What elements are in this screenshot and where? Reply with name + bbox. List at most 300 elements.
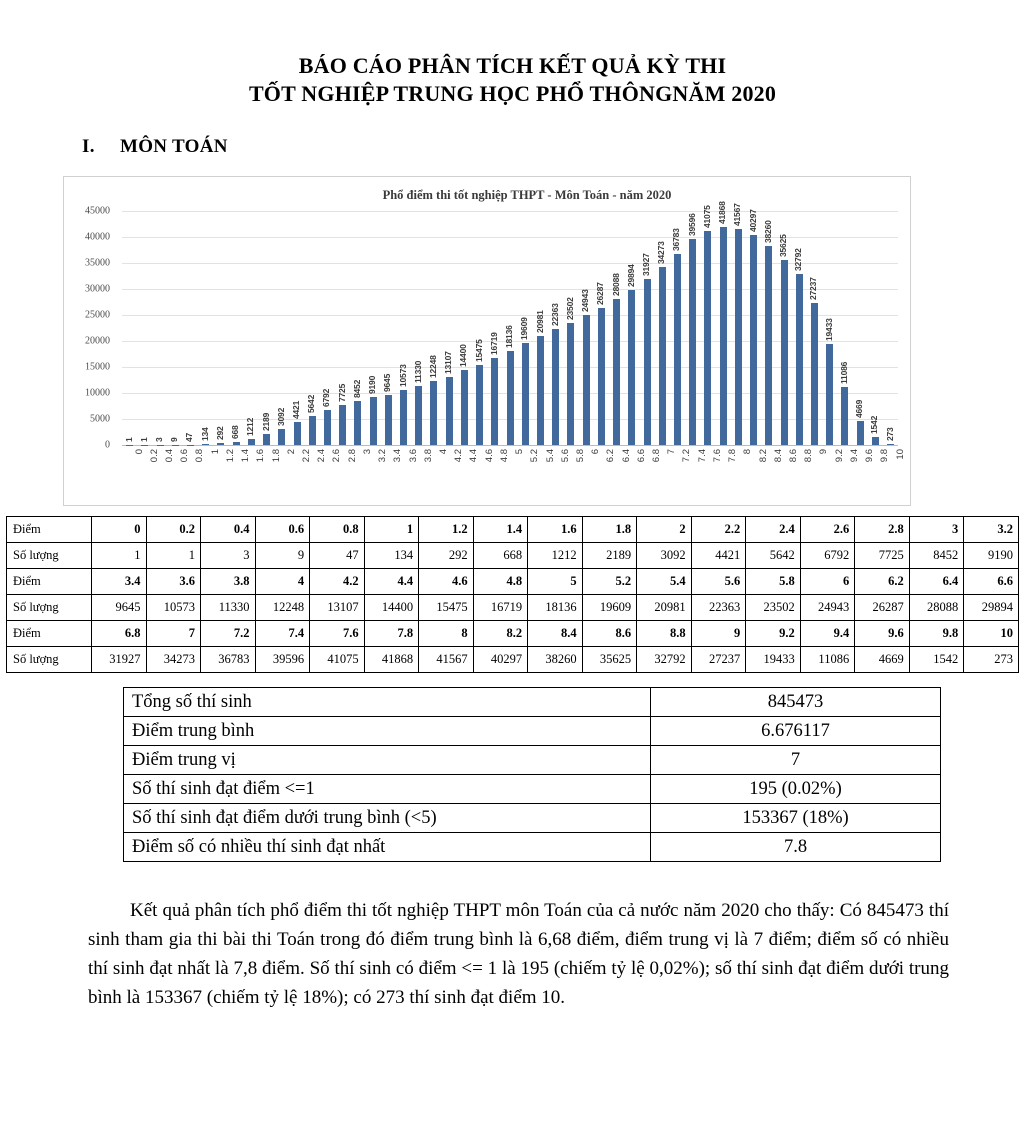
count-cell: 5642 <box>746 543 801 569</box>
chart-x-tick-column <box>457 447 472 499</box>
chart-x-tick-column <box>487 447 502 499</box>
count-cell: 9 <box>255 543 310 569</box>
chart-bar-column <box>594 211 609 445</box>
chart-x-tick-column <box>411 447 426 499</box>
chart-bar <box>415 386 422 445</box>
chart-bar-value-label: 40297 <box>748 210 758 233</box>
chart-bar-column <box>776 211 791 445</box>
chart-bar-column <box>152 211 167 445</box>
chart-x-tick: 5.4 <box>545 449 556 462</box>
score-cell: 1.6 <box>528 517 583 543</box>
score-cell: 5.6 <box>691 569 746 595</box>
chart-x-tick: 5.2 <box>529 449 540 462</box>
chart-bar-value-label: 6792 <box>321 389 331 407</box>
row-header-score: Điểm <box>7 621 92 647</box>
chart-bar-column <box>411 211 426 445</box>
chart-bar-value-label: 3 <box>154 437 164 442</box>
summary-value: 845473 <box>651 688 941 717</box>
chart-bar-column <box>183 211 198 445</box>
summary-value: 195 (0.02%) <box>651 775 941 804</box>
chart-bar <box>887 444 894 445</box>
chart-bar-column <box>579 211 594 445</box>
count-cell: 41567 <box>419 647 474 673</box>
chart-bar-value-label: 18136 <box>504 325 514 348</box>
score-cell: 0.4 <box>201 517 256 543</box>
chart-y-tick: 5000 <box>90 414 110 425</box>
chart-bar-value-label: 23502 <box>565 297 575 320</box>
chart-bar-column <box>289 211 304 445</box>
summary-label: Số thí sinh đạt điểm <=1 <box>124 775 651 804</box>
chart-y-tick: 40000 <box>85 232 110 243</box>
chart-bar-value-label: 36783 <box>671 228 681 251</box>
chart-bar <box>430 381 437 445</box>
table-row <box>7 647 1019 673</box>
chart-bar-value-label: 11086 <box>839 362 849 384</box>
chart-y-tick: 25000 <box>85 310 110 321</box>
score-cell: 6.4 <box>909 569 964 595</box>
chart-x-tick-column <box>670 447 685 499</box>
summary-label: Điểm trung vị <box>124 746 651 775</box>
count-cell: 11330 <box>201 595 256 621</box>
chart-bar <box>765 246 772 445</box>
score-cell: 5 <box>528 569 583 595</box>
chart-x-tick: 6 <box>590 449 601 454</box>
chart-bar-column <box>381 211 396 445</box>
chart-bar-value-label: 15475 <box>474 339 484 362</box>
chart-bar-column <box>335 211 350 445</box>
chart-bar <box>552 329 559 445</box>
chart-x-tick: 9.4 <box>849 449 860 462</box>
chart-bar-value-label: 27237 <box>808 278 818 301</box>
chart-bar <box>324 410 331 445</box>
count-cell: 31927 <box>92 647 147 673</box>
table-row <box>7 543 1019 569</box>
chart-bar-value-label: 5642 <box>306 395 316 413</box>
chart-gridline <box>122 445 898 446</box>
chart-x-tick-column <box>700 447 715 499</box>
summary-label: Tổng số thí sinh <box>124 688 651 717</box>
document-title <box>0 52 1025 108</box>
chart-x-tick: 0.8 <box>194 449 205 462</box>
chart-x-tick: 4.4 <box>468 449 479 462</box>
chart-x-tick: 1.8 <box>271 449 282 462</box>
chart-bar <box>811 303 818 445</box>
chart-bar-column <box>731 211 746 445</box>
chart-bar-column <box>685 211 700 445</box>
chart-x-tick: 9.2 <box>834 449 845 462</box>
chart-bar-value-label: 7725 <box>337 384 347 402</box>
summary-row <box>124 833 941 862</box>
chart-x-tick-column <box>213 447 228 499</box>
chart-bar-column <box>198 211 213 445</box>
score-cell: 2 <box>637 517 692 543</box>
score-cell: 1.2 <box>419 517 474 543</box>
chart-bar-column <box>168 211 183 445</box>
chart-bar <box>233 442 240 445</box>
chart-x-tick-column <box>822 447 837 499</box>
chart-y-tick: 0 <box>105 440 110 451</box>
section-title: MÔN TOÁN <box>120 136 228 157</box>
chart-x-tick-column <box>305 447 320 499</box>
row-header-score: Điểm <box>7 569 92 595</box>
summary-row <box>124 804 941 833</box>
chart-bar <box>644 279 651 445</box>
count-cell: 3 <box>201 543 256 569</box>
chart-x-tick-column <box>396 447 411 499</box>
chart-bar <box>613 299 620 445</box>
score-cell: 4.4 <box>364 569 419 595</box>
chart-x-tick-column <box>472 447 487 499</box>
chart-bar <box>781 260 788 445</box>
score-cell: 7.8 <box>364 621 419 647</box>
chart-bar-column <box>229 211 244 445</box>
chart-x-tick: 6.2 <box>605 449 616 462</box>
chart-bar-value-label: 41075 <box>702 206 712 229</box>
count-cell: 4669 <box>855 647 910 673</box>
chart-bar-column <box>655 211 670 445</box>
chart-bar <box>872 437 879 445</box>
chart-bar <box>796 274 803 445</box>
score-cell: 8.2 <box>473 621 528 647</box>
score-cell: 4.2 <box>310 569 365 595</box>
chart-bar-value-label: 34273 <box>656 241 666 264</box>
count-cell: 34273 <box>146 647 201 673</box>
chart-x-tick: 4 <box>438 449 449 454</box>
count-cell: 13107 <box>310 595 365 621</box>
chart-x-tick-column <box>168 447 183 499</box>
chart-y-tick: 45000 <box>85 206 110 217</box>
chart-bar <box>689 239 696 445</box>
chart-x-tick-column <box>776 447 791 499</box>
chart-bar-column <box>624 211 639 445</box>
chart-bar-column <box>487 211 502 445</box>
score-cell: 6.8 <box>92 621 147 647</box>
title-line-1: BÁO CÁO PHÂN TÍCH KẾT QUẢ KỲ THI <box>120 52 905 80</box>
table-row <box>7 621 1019 647</box>
chart-bar <box>309 416 316 445</box>
summary-label: Điểm số có nhiều thí sinh đạt nhất <box>124 833 651 862</box>
chart-x-tick-column <box>579 447 594 499</box>
chart-y-axis <box>64 211 116 445</box>
table-row <box>7 595 1019 621</box>
chart-x-tick: 2 <box>286 449 297 454</box>
chart-bar-column <box>274 211 289 445</box>
count-cell: 1542 <box>909 647 964 673</box>
summary-label: Số thí sinh đạt điểm dưới trung bình (<5) <box>124 804 651 833</box>
chart-title: Phổ điểm thi tốt nghiệp THPT - Môn Toán - năm 2020 <box>64 188 910 203</box>
chart-bar-column <box>502 211 517 445</box>
chart-bar-column <box>320 211 335 445</box>
chart-bar-column <box>350 211 365 445</box>
count-cell: 19609 <box>582 595 637 621</box>
score-cell: 0.2 <box>146 517 201 543</box>
chart-bar-value-label: 16719 <box>489 332 499 355</box>
chart-x-tick: 5 <box>514 449 525 454</box>
score-cell: 2.4 <box>746 517 801 543</box>
chart-bar <box>735 229 742 445</box>
count-cell: 23502 <box>746 595 801 621</box>
chart-x-tick-column <box>198 447 213 499</box>
chart-bar-column <box>716 211 731 445</box>
score-count-table <box>6 516 1019 673</box>
chart-bar <box>628 290 635 445</box>
count-cell: 27237 <box>691 647 746 673</box>
chart-x-tick-column <box>152 447 167 499</box>
chart-bar-value-label: 26287 <box>595 283 605 306</box>
score-cell: 4.8 <box>473 569 528 595</box>
chart-x-tick: 6.4 <box>621 449 632 462</box>
summary-value: 153367 (18%) <box>651 804 941 833</box>
score-cell: 8.4 <box>528 621 583 647</box>
chart-x-tick-column <box>868 447 883 499</box>
chart-x-tick-column <box>594 447 609 499</box>
chart-bar <box>476 365 483 445</box>
score-cell: 3.2 <box>964 517 1019 543</box>
score-distribution-chart <box>63 176 911 506</box>
chart-bar <box>461 370 468 445</box>
chart-bar-value-label: 4421 <box>291 401 301 419</box>
summary-section <box>0 687 1025 862</box>
chart-bar-column <box>853 211 868 445</box>
chart-bar <box>354 401 361 445</box>
count-cell: 292 <box>419 543 474 569</box>
chart-bar-column <box>868 211 883 445</box>
chart-bar-column <box>472 211 487 445</box>
score-cell: 9.2 <box>746 621 801 647</box>
score-cell: 9.6 <box>855 621 910 647</box>
chart-x-tick: 4.6 <box>484 449 495 462</box>
chart-x-tick-column <box>320 447 335 499</box>
summary-value: 7.8 <box>651 833 941 862</box>
chart-x-tick-column <box>609 447 624 499</box>
score-cell: 5.2 <box>582 569 637 595</box>
chart-bar-value-label: 11330 <box>413 361 423 383</box>
chart-x-tick: 0.6 <box>179 449 190 462</box>
chart-bar-value-label: 19433 <box>824 318 834 341</box>
chart-bar-value-label: 1 <box>124 437 134 442</box>
chart-bar-column <box>548 211 563 445</box>
count-cell: 2189 <box>582 543 637 569</box>
chart-bar-value-label: 31927 <box>641 253 651 276</box>
chart-bar <box>720 227 727 445</box>
chart-x-tick-column <box>259 447 274 499</box>
chart-bar <box>826 344 833 445</box>
chart-x-tick: 7.2 <box>681 449 692 462</box>
chart-y-tick: 35000 <box>85 258 110 269</box>
chart-bar-value-label: 134 <box>200 428 210 442</box>
chart-bar <box>598 308 605 445</box>
chart-x-tick-column <box>655 447 670 499</box>
count-cell: 24943 <box>800 595 855 621</box>
chart-bar-column <box>533 211 548 445</box>
chart-bar-value-label: 292 <box>215 427 225 441</box>
chart-bar-column <box>639 211 654 445</box>
chart-x-tick: 6.6 <box>636 449 647 462</box>
title-line-2: TỐT NGHIỆP TRUNG HỌC PHỔ THÔNGNĂM 2020 <box>120 80 905 108</box>
score-cell: 0.6 <box>255 517 310 543</box>
chart-bar-value-label: 2189 <box>261 413 271 431</box>
count-cell: 668 <box>473 543 528 569</box>
score-cell: 6.6 <box>964 569 1019 595</box>
chart-bar-value-label: 9190 <box>367 376 377 394</box>
chart-bar-value-label: 14400 <box>458 344 468 367</box>
chart-x-tick: 9.8 <box>879 449 890 462</box>
chart-bar-value-label: 273 <box>885 427 895 441</box>
chart-y-tick: 20000 <box>85 336 110 347</box>
count-cell: 47 <box>310 543 365 569</box>
count-cell: 8452 <box>909 543 964 569</box>
chart-x-tick-column <box>229 447 244 499</box>
chart-x-tick: 3.4 <box>392 449 403 462</box>
count-cell: 9190 <box>964 543 1019 569</box>
chart-bar <box>659 267 666 445</box>
chart-x-tick: 1.6 <box>255 449 266 462</box>
chart-bar-column <box>137 211 152 445</box>
count-cell: 10573 <box>146 595 201 621</box>
chart-x-tick: 1 <box>210 449 221 454</box>
count-cell: 18136 <box>528 595 583 621</box>
count-cell: 1212 <box>528 543 583 569</box>
chart-bar <box>583 315 590 445</box>
count-cell: 134 <box>364 543 419 569</box>
score-cell: 2.8 <box>855 517 910 543</box>
chart-bar-column <box>366 211 381 445</box>
chart-x-tick-column <box>289 447 304 499</box>
chart-x-tick-column <box>426 447 441 499</box>
summary-row <box>124 746 941 775</box>
chart-bar <box>704 231 711 445</box>
chart-bar <box>567 323 574 445</box>
table-row <box>7 569 1019 595</box>
chart-bar <box>446 377 453 445</box>
chart-x-tick-column <box>366 447 381 499</box>
count-cell: 26287 <box>855 595 910 621</box>
chart-bar-column <box>244 211 259 445</box>
score-cell: 3 <box>909 517 964 543</box>
chart-x-tick: 2.8 <box>347 449 358 462</box>
count-cell: 1 <box>92 543 147 569</box>
chart-x-tick-column <box>639 447 654 499</box>
count-cell: 12248 <box>255 595 310 621</box>
chart-bar-value-label: 4669 <box>854 400 864 418</box>
chart-x-tick-column <box>731 447 746 499</box>
chart-x-tick: 8.8 <box>803 449 814 462</box>
chart-x-tick: 9.6 <box>864 449 875 462</box>
count-cell: 36783 <box>201 647 256 673</box>
chart-bar <box>278 429 285 445</box>
chart-x-tick: 1.4 <box>240 449 251 462</box>
chart-bar-value-label: 41868 <box>717 202 727 225</box>
count-cell: 1 <box>146 543 201 569</box>
chart-bar-column <box>426 211 441 445</box>
chart-bar <box>674 254 681 445</box>
chart-bars <box>122 211 898 445</box>
chart-x-tick: 3.8 <box>423 449 434 462</box>
chart-x-tick: 3.2 <box>377 449 388 462</box>
chart-x-tick-column <box>244 447 259 499</box>
section-number: I. <box>82 136 120 158</box>
count-cell: 32792 <box>637 647 692 673</box>
score-cell: 1.8 <box>582 517 637 543</box>
chart-x-tick: 7.8 <box>727 449 738 462</box>
chart-bar <box>248 439 255 445</box>
chart-bar-value-label: 1542 <box>869 416 879 434</box>
chart-x-tick: 7 <box>666 449 677 454</box>
chart-y-tick: 30000 <box>85 283 110 294</box>
chart-bar-value-label: 9645 <box>382 374 392 392</box>
chart-bar-column <box>807 211 822 445</box>
section-heading <box>0 136 1025 158</box>
chart-bar-column <box>259 211 274 445</box>
count-cell: 40297 <box>473 647 528 673</box>
chart-x-tick: 5.6 <box>560 449 571 462</box>
chart-x-tick: 8.4 <box>773 449 784 462</box>
row-header-score: Điểm <box>7 517 92 543</box>
score-cell: 8.6 <box>582 621 637 647</box>
count-cell: 273 <box>964 647 1019 673</box>
chart-bar-value-label: 29894 <box>626 264 636 287</box>
score-cell: 3.6 <box>146 569 201 595</box>
summary-value: 6.676117 <box>651 717 941 746</box>
chart-bar-value-label: 13107 <box>443 351 453 374</box>
score-cell: 6 <box>800 569 855 595</box>
chart-bar <box>750 235 757 445</box>
score-cell: 9 <box>691 621 746 647</box>
summary-row <box>124 775 941 804</box>
chart-bar-value-label: 41567 <box>732 203 742 226</box>
chart-bar-column <box>213 211 228 445</box>
chart-x-axis <box>122 447 898 499</box>
count-cell: 41075 <box>310 647 365 673</box>
chart-x-tick-column <box>853 447 868 499</box>
count-cell: 7725 <box>855 543 910 569</box>
count-cell: 14400 <box>364 595 419 621</box>
chart-x-tick: 3 <box>362 449 373 454</box>
chart-x-tick: 4.2 <box>453 449 464 462</box>
chart-bar <box>537 336 544 445</box>
chart-bar-value-label: 1 <box>139 437 149 442</box>
chart-bar <box>841 387 848 445</box>
chart-y-tick: 15000 <box>85 361 110 372</box>
count-cell: 11086 <box>800 647 855 673</box>
chart-bar <box>202 444 209 445</box>
score-cell: 1 <box>364 517 419 543</box>
chart-x-tick-column <box>624 447 639 499</box>
score-cell: 5.4 <box>637 569 692 595</box>
chart-x-tick: 0.2 <box>149 449 160 462</box>
chart-x-tick: 10 <box>895 449 906 460</box>
chart-bar <box>385 395 392 445</box>
score-cell: 7.6 <box>310 621 365 647</box>
count-cell: 35625 <box>582 647 637 673</box>
score-cell: 10 <box>964 621 1019 647</box>
chart-bar-column <box>670 211 685 445</box>
count-cell: 16719 <box>473 595 528 621</box>
chart-bar-column <box>122 211 137 445</box>
chart-x-tick-column <box>883 447 898 499</box>
chart-bar-value-label: 1212 <box>245 418 255 436</box>
chart-x-tick-column <box>746 447 761 499</box>
chart-bar-column <box>518 211 533 445</box>
chart-x-tick: 1.2 <box>225 449 236 462</box>
score-cell: 6.2 <box>855 569 910 595</box>
chart-bar-value-label: 10573 <box>398 364 408 387</box>
chart-bar-column <box>792 211 807 445</box>
chart-bar-column <box>761 211 776 445</box>
chart-x-tick-column <box>274 447 289 499</box>
chart-bar <box>857 421 864 445</box>
row-header-count: Số lượng <box>7 647 92 673</box>
